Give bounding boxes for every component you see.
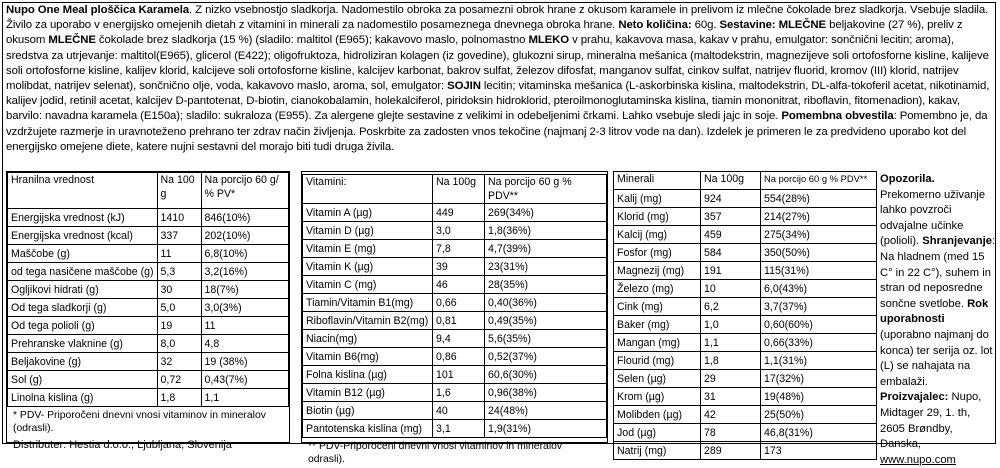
nutrition-row (8, 353, 289, 371)
nutrition-cell-portion: 3,2(16%) (201, 263, 288, 281)
minerals-cell-portion: 25(50%) (761, 406, 877, 424)
minerals-cell-per100: 289 (701, 442, 761, 460)
producer-label: Proizvajalec: (880, 391, 949, 404)
vitamins-cell-name: Vitamin K (µg) (303, 258, 433, 276)
nutrition-cell-per100: 337 (157, 227, 201, 245)
minerals-cell-name: Fosfor (mg) (614, 244, 701, 262)
vitamins-cell-name: Biotin (µg) (303, 402, 433, 420)
vitamins-cell-per100: 0,81 (433, 312, 485, 330)
nutrition-cell-portion: 846(10%) (201, 209, 288, 227)
minerals-table (613, 171, 877, 460)
minerals-panel (613, 171, 877, 457)
vitamins-cell-name: Tiamin/Vitamin B1(mg) (303, 294, 433, 312)
storage-label: Shranjevanje (922, 235, 992, 248)
minerals-cell-per100: 1,0 (701, 316, 761, 334)
nutrition-cell-per100: 5,3 (157, 263, 201, 281)
nutrition-cell-portion: 1,1 (201, 389, 288, 407)
minerals-cell-portion: 173 (761, 442, 877, 460)
minerals-cell-name: Flourid (mg) (614, 352, 701, 370)
minerals-row (614, 208, 877, 226)
vitamins-cell-per100: 449 (433, 204, 485, 222)
minerals-cell-portion: 3,7(37%) (761, 298, 877, 316)
nutrition-cell-per100: 5,0 (157, 299, 201, 317)
nutrition-cell-portion: 19 (38%) (201, 353, 288, 371)
minerals-cell-name: Mangan (mg) (614, 334, 701, 352)
minerals-row (614, 352, 877, 370)
nutrition-header-name: Hranilna vrednost (8, 173, 158, 209)
warnings-text: Prekomerno uživanje lahko povzroči odvajalne učinke (polioli). (880, 188, 986, 248)
minerals-cell-name: Natrij (mg) (614, 442, 701, 460)
vitamins-cell-per100: 40 (433, 402, 485, 420)
vitamins-cell-name: Vitamin B6(mg) (303, 348, 433, 366)
nutrition-row (8, 335, 289, 353)
producer-text: Nupo, Midtager 29, 1. th, 2605 Brøndby, Danska, (880, 391, 982, 451)
nutrition-cell-name: Ogljikovi hidrati (g) (8, 281, 158, 299)
nutrition-cell-name: Maščobe (g) (8, 245, 158, 263)
vitamins-cell-per100: 7,8 (433, 240, 485, 258)
producer-website-link[interactable]: www.nupo.com (880, 453, 956, 466)
minerals-cell-per100: 10 (701, 280, 761, 298)
minerals-cell-portion: 115(31%) (761, 262, 877, 280)
nutrition-cell-portion: 202(10%) (201, 227, 288, 245)
vitamins-cell-portion: 4,7(39%) (485, 240, 607, 258)
nutrition-cell-name: Beljakovine (g) (8, 353, 158, 371)
nutrition-cell-portion: 6,8(10%) (201, 245, 288, 263)
nutrition-row (8, 263, 289, 281)
vitamins-row (303, 420, 607, 438)
expiry-label: Rok uporabnosti (880, 297, 989, 326)
minerals-row (614, 298, 877, 316)
minerals-cell-name: Magnezij (mg) (614, 262, 701, 280)
nutrition-row (8, 299, 289, 317)
nutrition-header-per100: Na 100 g (157, 173, 201, 209)
vitamins-cell-per100: 3,1 (433, 420, 485, 438)
vitamins-row (303, 204, 607, 222)
vitamins-footnote: ** PDV-Priporočeni dnevni vnosi vitaminov in mineralov odrasli). (308, 441, 563, 465)
vitamins-cell-name: Vitamin E (mg) (303, 240, 433, 258)
minerals-cell-per100: 1,1 (701, 334, 761, 352)
vitamins-row (303, 222, 607, 240)
vitamins-panel (301, 171, 608, 465)
vitamins-table (302, 174, 607, 438)
nutrition-cell-name: Prehranske vlaknine (g) (8, 335, 158, 353)
nutrition-cell-portion: 4,8 (201, 335, 288, 353)
nutrition-cell-name: Od tega polioli (g) (8, 317, 158, 335)
nutrition-cell-per100: 1410 (157, 209, 201, 227)
minerals-cell-name: Kalij (mg) (614, 190, 701, 208)
minerals-cell-per100: 191 (701, 262, 761, 280)
nutrition-cell-portion: 11 (201, 317, 288, 335)
vitamins-row (303, 366, 607, 384)
vitamins-cell-portion: 28(35%) (485, 276, 607, 294)
minerals-header-portion: Na porcijo 60 g % PDV** (761, 172, 877, 190)
nutrition-footnote: * PDV- Priporočeni dnevni vnosi vitaminov in mineralov (odrasli). (13, 410, 266, 434)
nutrition-header-portion: Na porcijo 60 g/ % PV* (201, 173, 288, 209)
nutrition-cell-name: Energijska vrednost (kcal) (8, 227, 158, 245)
minerals-cell-name: Jod (µg) (614, 424, 701, 442)
nutrition-row (8, 245, 289, 263)
vitamins-cell-per100: 1,6 (433, 384, 485, 402)
vitamins-row (303, 294, 607, 312)
minerals-cell-portion: 275(34%) (761, 226, 877, 244)
vitamins-cell-portion: 269(34%) (485, 204, 607, 222)
vitamins-row (303, 330, 607, 348)
vitamins-cell-portion: 60,6(30%) (485, 366, 607, 384)
nutrition-cell-per100: 0,72 (157, 371, 201, 389)
minerals-row (614, 244, 877, 262)
vitamins-cell-name: Vitamin D (µg) (303, 222, 433, 240)
vitamins-header-portion: Na porcijo 60 g % PDV** (485, 175, 607, 204)
minerals-cell-portion: 6,0(43%) (761, 280, 877, 298)
minerals-row (614, 424, 877, 442)
nutrition-panel (6, 171, 290, 451)
nutrition-table (7, 172, 289, 407)
vitamins-header-name: Vitamini: (303, 175, 433, 204)
nutrition-cell-per100: 8,0 (157, 335, 201, 353)
vitamins-cell-per100: 3,0 (433, 222, 485, 240)
minerals-cell-per100: 924 (701, 190, 761, 208)
vitamins-cell-portion: 24(48%) (485, 402, 607, 420)
nutrition-cell-name: Energijska vrednost (kJ) (8, 209, 158, 227)
vitamins-cell-name: Vitamin B12 (µg) (303, 384, 433, 402)
minerals-cell-per100: 31 (701, 388, 761, 406)
nutrition-cell-per100: 11 (157, 245, 201, 263)
vitamins-cell-per100: 0,66 (433, 294, 485, 312)
vitamins-row (303, 312, 607, 330)
product-title: Nupo One Meal ploščica Karamela (6, 4, 190, 16)
minerals-cell-per100: 584 (701, 244, 761, 262)
minerals-cell-name: Baker (mg) (614, 316, 701, 334)
minerals-cell-per100: 459 (701, 226, 761, 244)
distributor: Distributer: Hestia d.o.o., Ljubljana, Slovenija (13, 439, 232, 451)
vitamins-cell-portion: 23(31%) (485, 258, 607, 276)
vitamins-cell-name: Niacin(mg) (303, 330, 433, 348)
minerals-header-per100: Na 100g (701, 172, 761, 190)
minerals-cell-per100: 78 (701, 424, 761, 442)
vitamins-cell-portion: 0,40(36%) (485, 294, 607, 312)
nutrition-cell-portion: 0,43(7%) (201, 371, 288, 389)
minerals-row (614, 388, 877, 406)
minerals-row (614, 280, 877, 298)
minerals-cell-portion: 0,66(33%) (761, 334, 877, 352)
minerals-cell-per100: 42 (701, 406, 761, 424)
minerals-cell-portion: 46,8(31%) (761, 424, 877, 442)
minerals-cell-portion: 19(48%) (761, 388, 877, 406)
minerals-cell-name: Klorid (mg) (614, 208, 701, 226)
minerals-row (614, 334, 877, 352)
vitamins-cell-portion: 1,8(36%) (485, 222, 607, 240)
vitamins-cell-portion: 0,49(35%) (485, 312, 607, 330)
nutrition-cell-name: Od tega sladkorji (g) (8, 299, 158, 317)
expiry-text: (uporabno najmanj do konca) ter serija oz. lot (L) se nahajata na embalaži. (880, 328, 993, 388)
nutrition-row (8, 389, 289, 407)
minerals-row (614, 262, 877, 280)
minerals-cell-name: Kalcij (mg) (614, 226, 701, 244)
nutrition-row (8, 281, 289, 299)
nutrition-row (8, 227, 289, 245)
minerals-cell-per100: 357 (701, 208, 761, 226)
nutrition-cell-name: Linolna kislina (g) (8, 389, 158, 407)
minerals-row (614, 406, 877, 424)
minerals-cell-name: Selen (µg) (614, 370, 701, 388)
vitamins-cell-portion: 1,9(31%) (485, 420, 607, 438)
minerals-cell-name: Krom (µg) (614, 388, 701, 406)
minerals-row (614, 190, 877, 208)
minerals-cell-portion: 554(28%) (761, 190, 877, 208)
nutrition-cell-name: od tega nasičene maščobe (g) (8, 263, 158, 281)
minerals-cell-name: Cink (mg) (614, 298, 701, 316)
minerals-row (614, 370, 877, 388)
minerals-cell-portion: 17(32%) (761, 370, 877, 388)
vitamins-cell-per100: 101 (433, 366, 485, 384)
minerals-cell-portion: 0,60(60%) (761, 316, 877, 334)
minerals-row (614, 442, 877, 460)
nutrition-row (8, 371, 289, 389)
vitamins-cell-per100: 0,86 (433, 348, 485, 366)
storage-text: : Na hladnem (med 15 C° in 22 C°), suhem in stran od neposredne sončne svetlobe. (880, 235, 996, 310)
vitamins-cell-per100: 39 (433, 258, 485, 276)
vitamins-row (303, 348, 607, 366)
minerals-cell-per100: 1,8 (701, 352, 761, 370)
nutrition-cell-per100: 30 (157, 281, 201, 299)
nutrition-cell-portion: 3,0(3%) (201, 299, 288, 317)
nutrition-cell-name: Sol (g) (8, 371, 158, 389)
vitamins-cell-portion: 0,96(38%) (485, 384, 607, 402)
vitamins-cell-name: Folna kislina (µg) (303, 366, 433, 384)
minerals-cell-portion: 214(27%) (761, 208, 877, 226)
vitamins-cell-portion: 5,6(35%) (485, 330, 607, 348)
vitamins-cell-name: Riboflavin/Vitamin B2(mg) (303, 312, 433, 330)
vitamins-cell-per100: 46 (433, 276, 485, 294)
nutrition-row (8, 209, 289, 227)
vitamins-cell-name: Vitamin A (µg) (303, 204, 433, 222)
minerals-cell-name: Molibden (µg) (614, 406, 701, 424)
vitamins-cell-per100: 9,4 (433, 330, 485, 348)
nutrition-cell-per100: 1,8 (157, 389, 201, 407)
nutrition-row (8, 317, 289, 335)
minerals-cell-name: Železo (mg) (614, 280, 701, 298)
minerals-cell-portion: 350(50%) (761, 244, 877, 262)
vitamins-cell-portion: 0,52(37%) (485, 348, 607, 366)
minerals-row (614, 226, 877, 244)
product-description: Nupo One Meal ploščica Karamela. Z nizko vsebnostjo sladkorja. Nadomestilo obroka za posamezni obrok hrane z okusom karamele in prelivom iz mlečne čokolade brez sladkorja. Vsebuje sladila. Živilo za uporabo v energijsko omejenih dietah z vitamini in minerali za nadomestilo posameznega dnevnega obroka hrane. Neto količina: 60g. Sestavine: MLEČNE beljakovine (27 %), preliv z okusom MLEČNE čokolade brez sladkorja (15 %) (sladilo: maltitol (E965); kakavovo maslo, polnomastno MLEKO v prahu, kakavova masa, kakav v prahu, emulgator: sončnični lecitin; aroma), sredstva za utrjevanje: maltitol(E965), glicerol (E422); oligofruktoza, hidroliziran kolagen (iz govedine), glukozni sirup, mineralna mešanica (maltodekstrin, magnezijeve soli ortofosforne kisline, kalijeve soli ortofosforne kisline, kalijev klorid, kalcijeve soli ortofosforne kisline, kalcijev karbonat, bakrov sulfat, železov difosfat, manganov sulfat, cinkov sulfat, natrijev fluorid, kromov (III) klorid, natrijev molibdat, natrijev selenat), sončnično olje, voda, kakavovo maslo, aroma, sol, emulgator: SOJIN lecitin; vitaminska mešanica (L-askorbinska kislina, maltodekstrin, DL-alfa-tokoferil acetat, nikotinamid, kalijev jodid, retinil acetat, kalcijev D-pantotenat, D-biotin, cianokobalamin, holekalciferol, piridoksin hidroklorid, pteroilmonoglutaminska kislina, tiamin mononitrat, riboflavin, fitomenadion), kakav, barvilo: navadna karamela (E150a); sladilo: sukraloza (E955). Za alergene glejte sestavine z velikimi in odebeljenimi črkami. Lahko vsebuje sledi jajc in soje. Pomembna obvestila: Pomembno je, da vzdržujete razmerje in uravnoteženo prehrano ter zdrav način življenja. Poskrbite za zadosten vnos tekočine (najmanj 2-3 litrov vode na dan). Izdelek je primeren le za predvideno uporabo kot del energijsko omejene diete, katere nujni sestavni del morajo biti tudi druga živila. (6, 4, 990, 153)
vitamins-cell-name: Pantotenska kislina (mg) (303, 420, 433, 438)
vitamins-header-per100: Na 100g (433, 175, 485, 204)
vitamins-row (303, 240, 607, 258)
minerals-cell-per100: 6,2 (701, 298, 761, 316)
minerals-row (614, 316, 877, 334)
vitamins-row (303, 258, 607, 276)
vitamins-cell-name: Vitamin C (mg) (303, 276, 433, 294)
minerals-cell-portion: 1,1(31%) (761, 352, 877, 370)
nutrition-cell-per100: 19 (157, 317, 201, 335)
vitamins-row (303, 402, 607, 420)
nutrition-cell-per100: 32 (157, 353, 201, 371)
vitamins-row (303, 384, 607, 402)
vitamins-row (303, 276, 607, 294)
warnings-label: Opozorila. (880, 173, 935, 185)
nutrition-cell-portion: 18(7%) (201, 281, 288, 299)
minerals-cell-per100: 29 (701, 370, 761, 388)
sidebar-info (880, 172, 996, 468)
minerals-header-name: Minerali (614, 172, 701, 190)
